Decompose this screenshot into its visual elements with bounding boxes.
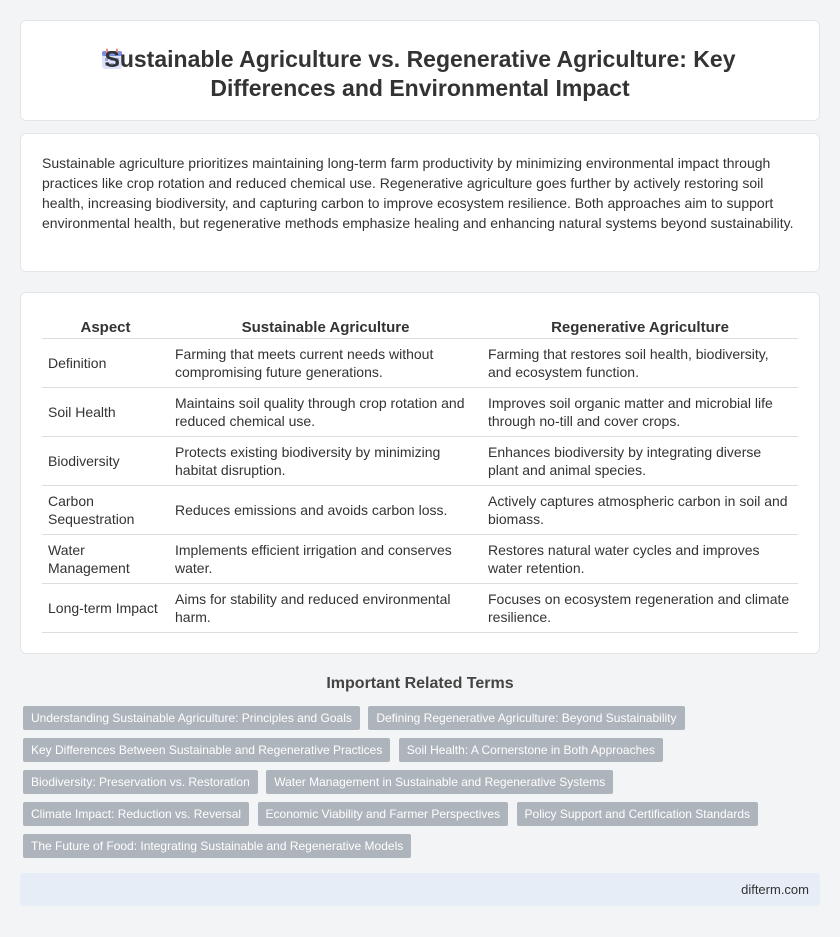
intro-paragraph: Sustainable agriculture prioritizes maintaining long-term farm productivity by minimizing environmental impact through practices like crop rotation and reduced chemical use. Regenerative agriculture goes further by actively restoring soil health, increasing biodiversity, and capturing carbon to improve ecosystem resilience. Both approaches aim to support environmental health, but regenerative methods emphasize healing and enhancing natural systems beyond sustainability. <box>42 155 794 231</box>
cell-regenerative: Focuses on ecosystem regeneration and climate resilience. <box>482 584 798 633</box>
related-term-tag[interactable]: Key Differences Between Sustainable and Regenerative Practices <box>23 738 390 762</box>
footer-bar <box>20 873 820 906</box>
cell-regenerative: Enhances biodiversity by integrating diverse plant and animal species. <box>482 437 798 486</box>
table-row <box>42 339 798 388</box>
related-term-tag[interactable]: Understanding Sustainable Agriculture: Principles and Goals <box>23 706 360 730</box>
site-name[interactable]: difterm.com <box>741 882 809 897</box>
title-card <box>20 20 820 121</box>
table-header-row <box>42 316 798 339</box>
cell-aspect: Water Management <box>42 535 169 584</box>
cell-sustainable: Protects existing biodiversity by minimizing habitat disruption. <box>169 437 482 486</box>
table-row <box>42 535 798 584</box>
related-term-tag[interactable]: Soil Health: A Cornerstone in Both Approaches <box>399 738 663 762</box>
cell-aspect: Long-term Impact <box>42 584 169 633</box>
related-term-tag[interactable]: Economic Viability and Farmer Perspectives <box>258 802 509 826</box>
header-regenerative: Regenerative Agriculture <box>482 316 798 339</box>
related-term-tag[interactable]: The Future of Food: Integrating Sustainable and Regenerative Models <box>23 834 411 858</box>
cell-regenerative: Actively captures atmospheric carbon in soil and biomass. <box>482 486 798 535</box>
cell-regenerative: Improves soil organic matter and microbial life through no-till and cover crops. <box>482 388 798 437</box>
comparison-table <box>42 316 798 633</box>
table-row <box>42 584 798 633</box>
cell-regenerative: Restores natural water cycles and improves water retention. <box>482 535 798 584</box>
cell-sustainable: Implements efficient irrigation and conserves water. <box>169 535 482 584</box>
cell-regenerative: Farming that restores soil health, biodiversity, and ecosystem function. <box>482 339 798 388</box>
related-term-tag[interactable]: Biodiversity: Preservation vs. Restoration <box>23 770 258 794</box>
table-row <box>42 486 798 535</box>
cell-sustainable: Farming that meets current needs without compromising future generations. <box>169 339 482 388</box>
related-term-tag[interactable]: Climate Impact: Reduction vs. Reversal <box>23 802 249 826</box>
related-terms-heading: Important Related Terms <box>326 675 514 692</box>
cell-aspect: Soil Health <box>42 388 169 437</box>
cell-aspect: Definition <box>42 339 169 388</box>
page-title: Sustainable Agriculture vs. Regenerative Agriculture: Key Differences and Environmental Impact <box>104 46 736 101</box>
comparison-card <box>20 292 820 654</box>
cell-aspect: Biodiversity <box>42 437 169 486</box>
cell-aspect: Carbon Sequestration <box>42 486 169 535</box>
cell-sustainable: Aims for stability and reduced environmental harm. <box>169 584 482 633</box>
related-term-tag[interactable]: Defining Regenerative Agriculture: Beyond Sustainability <box>368 706 684 730</box>
cell-sustainable: Reduces emissions and avoids carbon loss. <box>169 486 482 535</box>
header-aspect: Aspect <box>42 316 169 339</box>
table-row <box>42 388 798 437</box>
cell-sustainable: Maintains soil quality through crop rotation and reduced chemical use. <box>169 388 482 437</box>
header-sustainable: Sustainable Agriculture <box>169 316 482 339</box>
related-term-tag[interactable]: Water Management in Sustainable and Regenerative Systems <box>266 770 613 794</box>
table-row <box>42 437 798 486</box>
related-term-tag[interactable]: Policy Support and Certification Standards <box>517 802 758 826</box>
related-terms-list <box>23 706 803 866</box>
intro-card <box>20 133 820 272</box>
